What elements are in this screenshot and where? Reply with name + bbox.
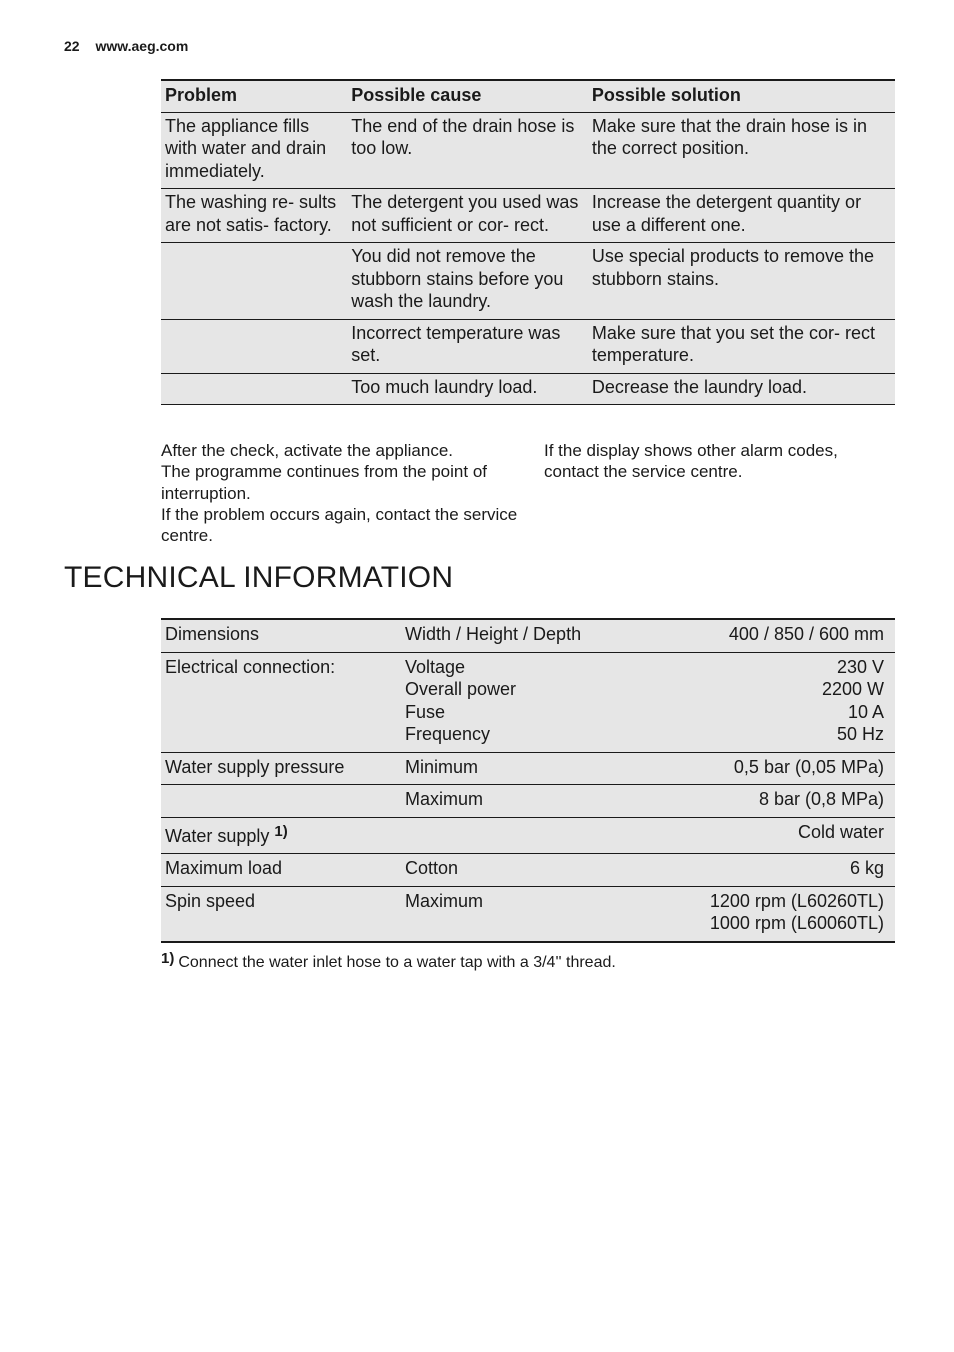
technical-info-table xyxy=(161,618,895,943)
column-header-problem: Problem xyxy=(161,80,347,112)
section-title: TECHNICAL INFORMATION xyxy=(64,561,454,594)
problem-cell xyxy=(161,243,347,320)
spec-label: Maximum load xyxy=(161,854,401,887)
spec-label: Spin speed xyxy=(161,886,401,942)
spec-sub xyxy=(401,652,629,752)
problem-cell xyxy=(161,319,347,373)
problem-cell: The washing re- sults are not satis- factory. xyxy=(161,189,347,243)
cause-cell: The end of the drain hose is too low. xyxy=(347,112,588,189)
spec-label xyxy=(161,817,401,854)
solution-cell: Increase the detergent quantity or use a different one. xyxy=(588,189,895,243)
after-check-note xyxy=(161,440,521,546)
alarm-codes-note: If the display shows other alarm codes, contact the service centre. xyxy=(544,441,838,482)
table-row xyxy=(161,189,895,243)
spec-sub: Minimum xyxy=(401,752,629,785)
cause-cell: Too much laundry load. xyxy=(347,373,588,405)
spec-sub-line: Fuse xyxy=(405,701,446,722)
spec-value-line: 50 Hz xyxy=(836,724,884,744)
solution-cell: Decrease the laundry load. xyxy=(588,373,895,405)
spec-sub: Maximum xyxy=(401,785,629,818)
site-url: www.aeg.com xyxy=(95,38,189,54)
table-row xyxy=(161,112,895,189)
footnote-ref: 1) xyxy=(274,822,288,840)
note-line: After the check, activate the appliance. xyxy=(161,441,454,460)
spec-value xyxy=(629,886,895,942)
spec-value-line: 230 V xyxy=(836,656,884,677)
footnote-text: Connect the water inlet hose to a water tap with a 3/4'' thread. xyxy=(178,954,616,971)
table-row xyxy=(161,373,895,405)
page-header xyxy=(64,38,188,54)
spec-sub-line: Frequency xyxy=(405,724,491,744)
spec-value-line: 10 A xyxy=(847,701,884,722)
table-row xyxy=(161,854,895,887)
column-header-solution: Possible solution xyxy=(588,80,895,112)
spec-value xyxy=(629,652,895,752)
spec-sub: Cotton xyxy=(401,854,629,887)
table-row xyxy=(161,243,895,320)
cause-cell: Incorrect temperature was set. xyxy=(347,319,588,373)
footnote-mark: 1) xyxy=(161,950,175,967)
troubleshooting-table xyxy=(161,79,895,405)
spec-label: Dimensions xyxy=(161,619,401,652)
cause-cell: The detergent you used was not sufficient or cor- rect. xyxy=(347,189,588,243)
spec-value: 8 bar (0,8 MPa) xyxy=(629,785,895,818)
table-row xyxy=(161,817,895,854)
solution-cell: Make sure that the drain hose is in the correct position. xyxy=(588,112,895,189)
spec-sub: Maximum xyxy=(401,886,629,942)
spec-value-line: 1000 rpm (L60060TL) xyxy=(709,913,884,933)
footnote xyxy=(161,950,616,972)
problem-cell: The appliance fills with water and drain immediately. xyxy=(161,112,347,189)
problem-cell xyxy=(161,373,347,405)
note-line: If the problem occurs again, contact the service centre. xyxy=(161,504,518,546)
table-row xyxy=(161,652,895,752)
spec-label xyxy=(161,785,401,818)
table-row xyxy=(161,886,895,942)
spec-value-line: 1200 rpm (L60260TL) xyxy=(709,890,884,911)
spec-sub: Width / Height / Depth xyxy=(401,619,629,652)
spec-sub-line: Overall power xyxy=(405,679,517,699)
solution-cell: Make sure that you set the cor- rect temperature. xyxy=(588,319,895,373)
spec-label-text: Water supply xyxy=(165,825,270,846)
table-row xyxy=(161,752,895,785)
spec-value: 0,5 bar (0,05 MPa) xyxy=(629,752,895,785)
spec-value: 6 kg xyxy=(629,854,895,887)
spec-sub xyxy=(401,817,629,854)
cause-cell: You did not remove the stubborn stains before you wash the laundry. xyxy=(347,243,588,320)
spec-label: Electrical connection: xyxy=(161,652,401,752)
spec-label: Water supply pressure xyxy=(161,752,401,785)
spec-value: Cold water xyxy=(629,817,895,854)
table-row xyxy=(161,785,895,818)
note-line: The programme continues from the point of interruption. xyxy=(161,462,487,503)
spec-sub-line: Voltage xyxy=(405,656,466,677)
page-number: 22 xyxy=(64,38,80,54)
table-row xyxy=(161,319,895,373)
spec-value-line: 2200 W xyxy=(821,679,884,699)
column-header-cause: Possible cause xyxy=(347,80,588,112)
spec-value: 400 / 850 / 600 mm xyxy=(629,619,895,652)
table-row xyxy=(161,619,895,652)
table-header-row xyxy=(161,80,895,112)
solution-cell: Use special products to remove the stubborn stains. xyxy=(588,243,895,320)
